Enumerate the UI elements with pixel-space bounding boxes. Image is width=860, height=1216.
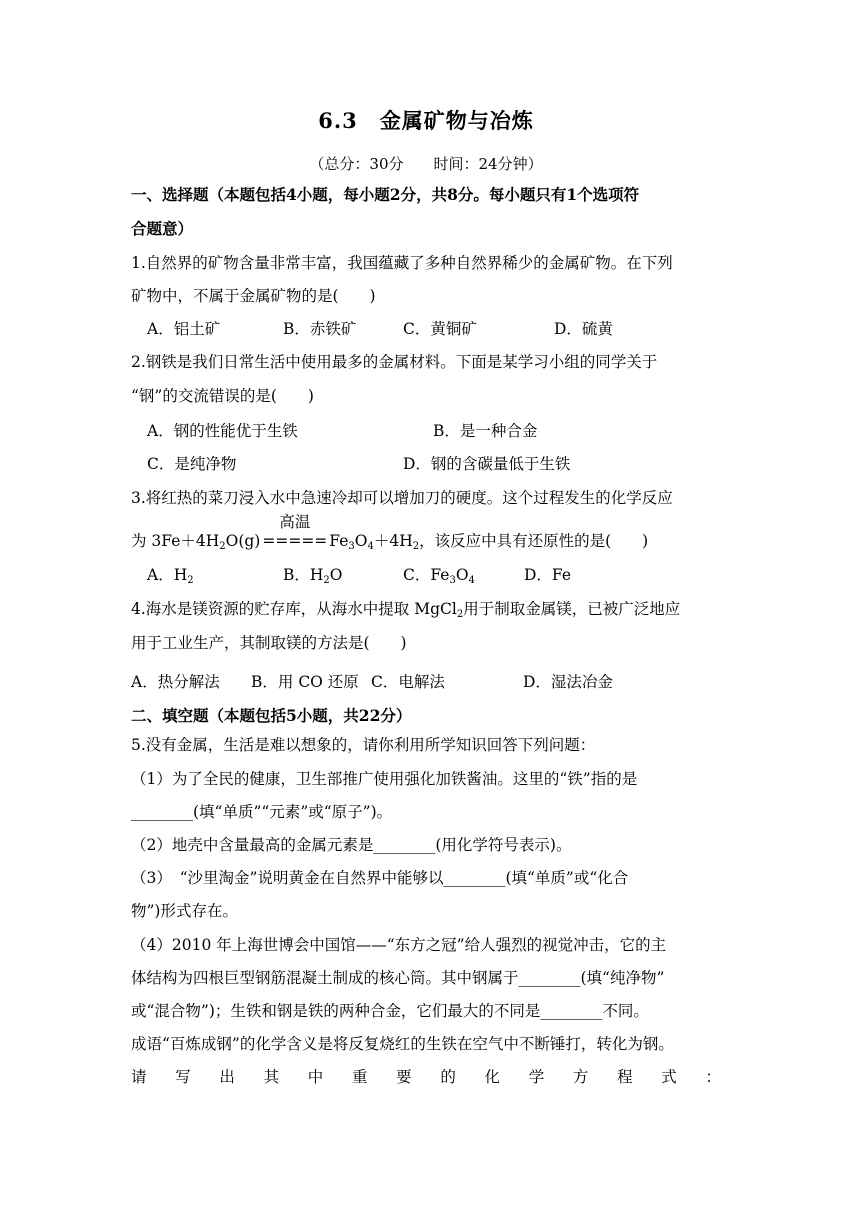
section2-heading: 二、填空题（本题包括5小题，共22分） <box>131 706 412 725</box>
q4-option-d: D．湿法冶金 <box>523 673 613 691</box>
q3-stem-line2: 为 $3Fe+4H_2O(g)$ 高温 ===== $Fe_3O_4+4H_2$，该反应中具有还原性的是( ) <box>131 513 649 552</box>
q5-line5-char: 式 <box>661 1068 677 1086</box>
q5-line5-char: 重 <box>351 1068 368 1086</box>
q5-part4-line4: 成语“百炼成钢”的化学含义是将反复烧红的生铁在空气中不断锤打，转化为钢。 <box>131 1035 674 1053</box>
q5-line5-char: ： <box>705 1068 721 1086</box>
q5-line5-char: 写 <box>175 1068 191 1086</box>
q4-option-c: C．电解法 <box>371 673 445 691</box>
q5-line5-char: 其 <box>263 1068 280 1086</box>
q2-option-b: B．是一种合金 <box>433 422 538 440</box>
q5-line5-char: 化 <box>484 1068 501 1086</box>
q5-line5-char: 的 <box>440 1068 456 1086</box>
score-time-info: （总分：30分 时间：24分钟） <box>309 155 543 173</box>
q1-option-a: A．铝土矿 <box>147 320 221 338</box>
q5-part3-line2: 物”)形式存在。 <box>131 902 238 920</box>
q4-stem-line1: 4.海水是镁资源的贮存库，从海水中提取 MgCl$_2$用于制取金属镁，已被广泛地应 <box>131 600 681 620</box>
q5-line5-char: 方 <box>572 1068 589 1086</box>
q5-part4-line5 <box>131 1066 721 1088</box>
section1-heading-line1: 一、选择题（本题包括4小题，每小题2分，共8分。每小题只有1个选项符 <box>131 185 640 204</box>
reaction-condition: 高温 <box>279 513 311 531</box>
q3-eq-h2o: O(g) <box>225 532 261 550</box>
q5-line5-char: 学 <box>528 1068 545 1086</box>
q3-option-a: A．$H_2$ <box>147 566 194 586</box>
q5-part4-line1: （4）2010 年上海世博会中国馆——“东方之冠”给人强烈的视觉冲击，它的主 <box>131 936 667 954</box>
q1-option-c: C．黄铜矿 <box>403 320 477 338</box>
q4-stem-line2: 用于工业生产，其制取镁的方法是( ) <box>131 634 407 652</box>
reaction-equals: ===== <box>262 532 328 550</box>
q1-option-b: B．赤铁矿 <box>283 320 357 338</box>
q3-eq-fe: Fe <box>329 532 349 550</box>
q1-stem-line2: 矿物中，不属于金属矿物的是( ) <box>131 287 376 305</box>
q2-option-d: D．钢的含碳量低于生铁 <box>403 455 571 473</box>
q2-option-a: A．钢的性能优于生铁 <box>147 422 298 440</box>
q5-part3-line1: （3） “沙里淘金”说明黄金在自然界中能够以________(填“单质”或“化合 <box>131 869 629 887</box>
q3-stem-line1: 3.将红热的菜刀浸入水中急速冷却可以增加刀的硬度。这个过程发生的化学反应 <box>131 489 673 507</box>
q5-part4-line2: 体结构为四根巨型钢筋混凝土制成的核心筒。其中钢属于________(填“纯净物” <box>131 969 665 987</box>
section1-heading-line2: 合题意） <box>131 219 194 238</box>
q3-option-d: D．Fe <box>524 566 572 584</box>
q2-stem-line1: 2.钢铁是我们日常生活中使用最多的金属材料。下面是某学习小组的同学关于 <box>131 353 658 371</box>
q5-part4-line3: 或“混合物”)；生铁和钢是铁的两种合金，它们最大的不同是________不同。 <box>131 1002 649 1020</box>
page-title: 6.3 金属矿物与冶炼 <box>318 108 534 133</box>
q5-part2: （2）地壳中含量最高的金属元素是________(用化学符号表示)。 <box>131 836 572 854</box>
q5-intro: 5.没有金属，生活是难以想象的，请你利用所学知识回答下列问题： <box>131 736 596 754</box>
reaction-arrow <box>262 513 328 552</box>
q5-line5-char: 要 <box>396 1068 412 1086</box>
q5-line5-char: 程 <box>617 1068 633 1086</box>
q5-line5-char: 请 <box>131 1068 147 1086</box>
q3-eq-left: 为 3Fe＋4H <box>131 532 220 550</box>
q5-part1-line1: （1）为了全民的健康，卫生部推广使用强化加铁酱油。这里的“铁”指的是 <box>131 770 638 788</box>
q5-part1-line2: ________(填“单质”“元素”或“原子”)。 <box>131 803 393 821</box>
q4-option-a: A．热分解法 <box>131 673 220 691</box>
q2-stem-line2: “钢”的交流错误的是( ) <box>131 387 314 405</box>
q4-option-b: B．用 CO 还原 <box>251 673 359 691</box>
q5-line5-char: 出 <box>219 1068 235 1086</box>
q1-option-d: D．硫黄 <box>554 320 613 338</box>
q2-option-c: C．是纯净物 <box>147 455 237 473</box>
q3-option-b: B．$H_2O$ <box>283 566 343 586</box>
q3-eq-tail: ＋4H <box>373 532 413 550</box>
q3-stem-question: ，该反应中具有还原性的是( ) <box>419 532 649 550</box>
q1-stem-line1: 1.自然界的矿物含量非常丰富，我国蕴藏了多种自然界稀少的金属矿物。在下列 <box>131 254 673 272</box>
q3-option-c: C．$Fe_3O_4$ <box>403 566 475 586</box>
q5-line5-char: 中 <box>307 1068 324 1086</box>
